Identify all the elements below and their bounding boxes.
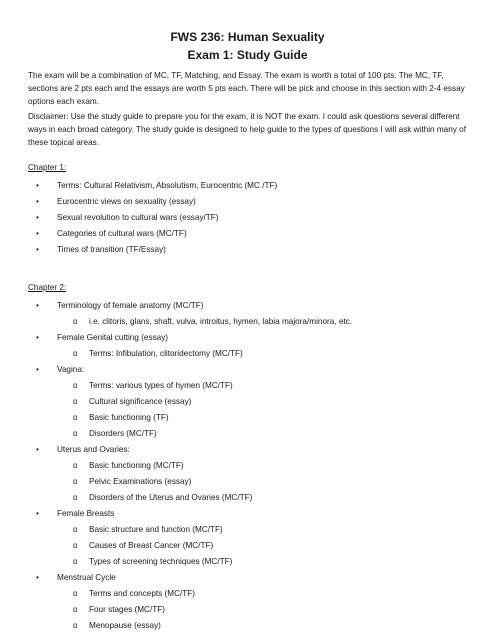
chapter-2-subitem — [73, 396, 192, 408]
list-item-text: i.e. clitoris, glans, shaft, vulva, introitus, hymen, labia majora/minora, etc. — [89, 317, 353, 326]
chapter-1-item — [36, 228, 187, 240]
list-item-text: Times of transition (TF/Essay) — [57, 245, 166, 254]
chapter-1-item — [36, 244, 166, 256]
bullet-marker: • — [36, 213, 39, 222]
chapter-2-subitem — [73, 588, 196, 600]
bullet-marker: • — [36, 197, 39, 206]
document-title: FWS 236: Human Sexuality — [170, 30, 325, 44]
list-item-text: Terminology of female anatomy (MC/TF) — [57, 301, 204, 310]
chapter-2-subitem — [73, 540, 214, 552]
list-item-text: Basic functioning (TF) — [89, 413, 169, 422]
list-item-text: Menstrual Cycle — [57, 573, 116, 582]
chapter-2-subitem — [73, 556, 233, 568]
list-item-text: Vagina: — [57, 365, 85, 374]
disclaimer-paragraph: Disclaimer: Use the study guide to prepare you for the exam, it is NOT the exam. I could ask questions several different ways in each broad category. The study guide is designed to help guide to the types of questions I will ask within many of these topical areas. — [28, 112, 466, 148]
chapter-2-item — [36, 508, 115, 520]
chapter-2-item — [36, 300, 204, 312]
sub-bullet-marker: o — [73, 397, 78, 406]
list-item-text: Basic functioning (MC/TF) — [89, 461, 184, 470]
sub-bullet-marker: o — [73, 621, 78, 630]
bullet-marker: • — [36, 245, 39, 254]
chapter-1-item — [36, 180, 278, 192]
list-item-text: Uterus and Ovaries: — [57, 445, 130, 454]
chapter-1-item — [36, 212, 219, 224]
chapter-2-subitem — [73, 428, 157, 440]
list-item-text: Categories of cultural wars (MC/TF) — [57, 229, 187, 238]
sub-bullet-marker: o — [73, 317, 78, 326]
chapter-2-subitem — [73, 604, 165, 616]
document-subtitle: Exam 1: Study Guide — [187, 48, 308, 62]
chapter-2-item — [36, 572, 116, 584]
chapter-2-subitem — [73, 620, 161, 632]
list-item-text: Disorders of the Uterus and Ovaries (MC/TF) — [89, 493, 253, 502]
chapter-1-heading: Chapter 1: — [28, 163, 67, 172]
bullet-marker: • — [36, 445, 39, 454]
sub-bullet-marker: o — [73, 589, 78, 598]
list-item-text: Cultural significance (essay) — [89, 397, 192, 406]
bullet-marker: • — [36, 301, 39, 310]
list-item-text: Disorders (MC/TF) — [89, 429, 157, 438]
sub-bullet-marker: o — [73, 349, 78, 358]
list-item-text: Four stages (MC/TF) — [89, 605, 165, 614]
sub-bullet-marker: o — [73, 413, 78, 422]
chapter-1-item — [36, 196, 196, 208]
list-item-text: Eurocentric views on sexuality (essay) — [57, 197, 196, 206]
chapter-2-subitem — [73, 316, 353, 328]
sub-bullet-marker: o — [73, 541, 78, 550]
sub-bullet-marker: o — [73, 477, 78, 486]
list-item-text: Female Breasts — [57, 509, 115, 518]
chapter-2-item — [36, 364, 85, 376]
intro-paragraph: The exam will be a combination of MC, TF, Matching, and Essay. The exam is worth a total of 100 pts. The MC, TF, sections are 2 pts each and the essays are worth 5 pts each. There will be pick and choose in this section with 2-4 essay options each exam. — [28, 71, 465, 107]
chapter-2-item — [36, 332, 169, 344]
chapter-2-subitem — [73, 348, 243, 360]
bullet-marker: • — [36, 333, 39, 342]
sub-bullet-marker: o — [73, 605, 78, 614]
list-item-text: Female Genital cutting (essay) — [57, 333, 169, 342]
list-item-text: Causes of Breast Cancer (MC/TF) — [89, 541, 214, 550]
list-item-text: Terms: various types of hymen (MC/TF) — [89, 381, 233, 390]
bullet-marker: • — [36, 181, 39, 190]
chapter-2-subitem — [73, 412, 169, 424]
sub-bullet-marker: o — [73, 461, 78, 470]
sub-bullet-marker: o — [73, 381, 78, 390]
sub-bullet-marker: o — [73, 525, 78, 534]
bullet-marker: • — [36, 509, 39, 518]
list-item-text: Menopause (essay) — [89, 621, 161, 630]
chapter-2-item — [36, 444, 130, 456]
bullet-marker: • — [36, 365, 39, 374]
bullet-marker: • — [36, 229, 39, 238]
chapter-2-subitem — [73, 476, 192, 488]
list-item-text: Types of screening techniques (MC/TF) — [89, 557, 233, 566]
chapter-2-subitem — [73, 492, 253, 504]
list-item-text: Terms and concepts (MC/TF) — [89, 589, 196, 598]
bullet-marker: • — [36, 573, 39, 582]
chapter-2-subitem — [73, 460, 184, 472]
sub-bullet-marker: o — [73, 493, 78, 502]
list-item-text: Terms: Cultural Relativism, Absolutism, Eurocentric (MC /TF) — [57, 181, 278, 190]
chapter-2-subitem — [73, 380, 233, 392]
list-item-text: Sexual revolution to cultural wars (essay/TF) — [57, 213, 219, 222]
list-item-text: Pelvic Examinations (essay) — [89, 477, 192, 486]
list-item-text: Basic structure and function (MC/TF) — [89, 525, 223, 534]
sub-bullet-marker: o — [73, 429, 78, 438]
chapter-2-heading: Chapter 2: — [28, 283, 67, 292]
sub-bullet-marker: o — [73, 557, 78, 566]
list-item-text: Terms: Infibulation, clitoridectomy (MC/TF) — [89, 349, 243, 358]
chapter-2-subitem — [73, 524, 223, 536]
